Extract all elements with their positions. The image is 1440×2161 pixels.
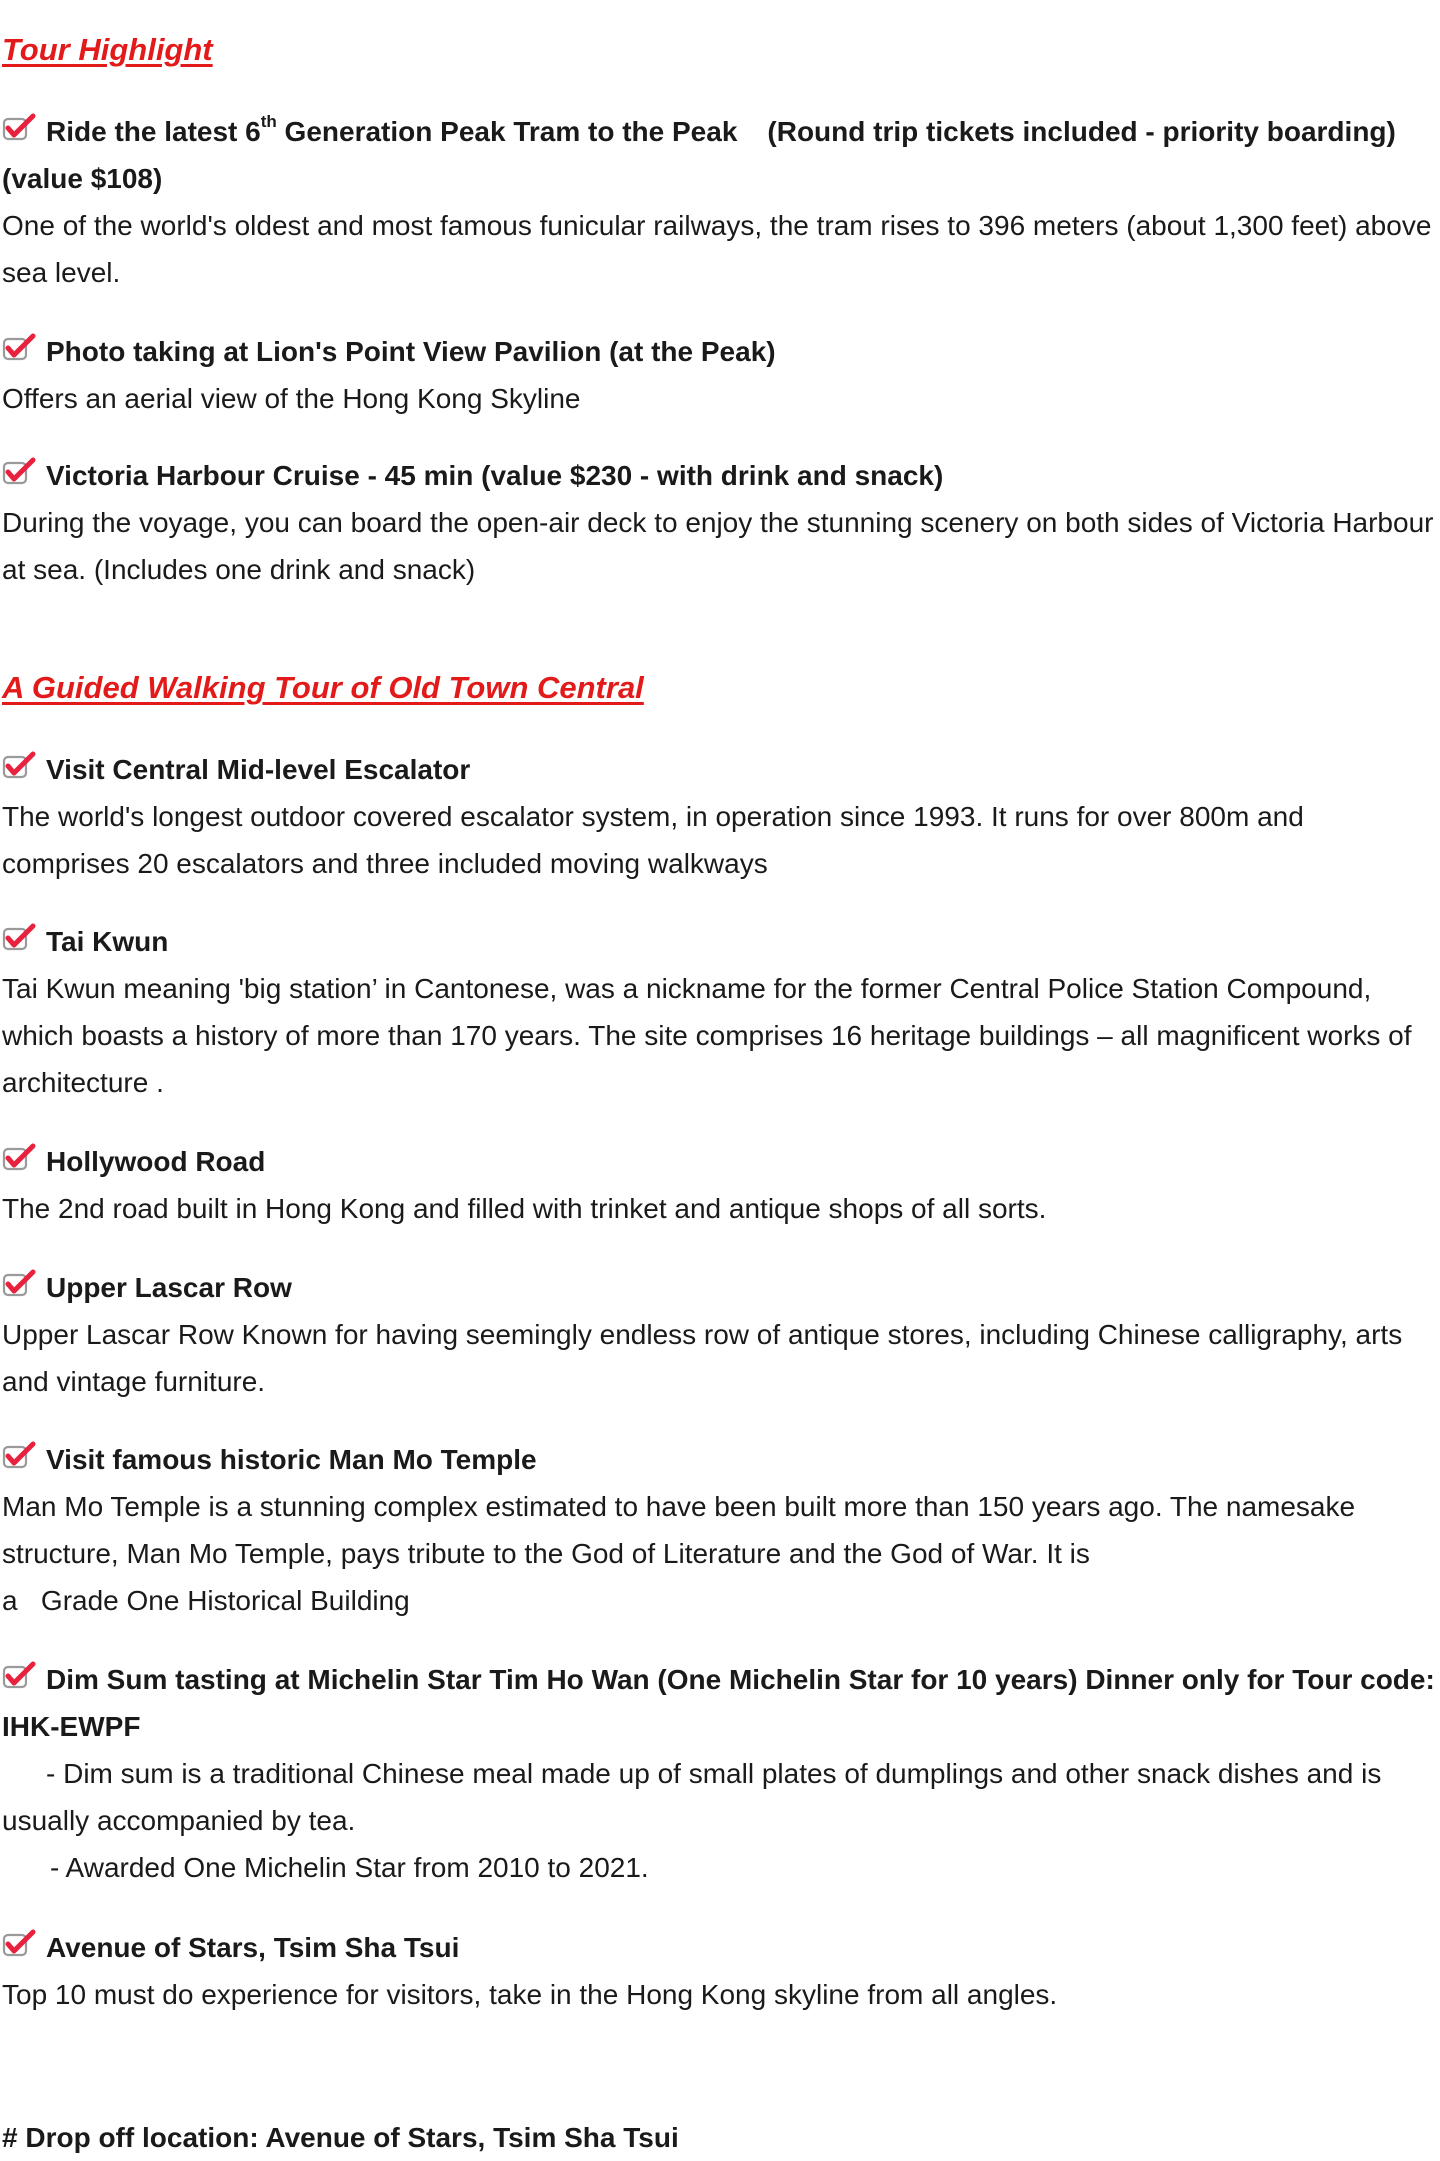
checkbox-checked-icon <box>2 1929 36 1959</box>
checkbox-checked-icon <box>2 751 36 781</box>
item-title: Dim Sum tasting at Michelin Star Tim Ho Wan (One Michelin Star for 10 years) Dinner only for Tour code: IHK-EWPF <box>2 1656 1438 1750</box>
item-title: Tai Kwun <box>2 918 1438 965</box>
highlight-item-lions-point <box>2 328 1438 422</box>
checkbox-checked-icon <box>2 333 36 363</box>
checkbox-checked-icon <box>2 923 36 953</box>
item-description: One of the world's oldest and most famous funicular railways, the tram rises to 396 meters (about 1,300 feet) above sea level. <box>2 210 1432 288</box>
item-description: The 2nd road built in Hong Kong and filled with trinket and antique shops of all sorts. <box>2 1193 1047 1224</box>
walking-item-upper-lascar-row <box>2 1264 1438 1405</box>
highlight-item-harbour-cruise <box>2 452 1438 593</box>
item-title: Visit Central Mid-level Escalator <box>2 746 1438 793</box>
checkbox-checked-icon <box>2 1269 36 1299</box>
walking-item-tai-kwun <box>2 918 1438 1106</box>
item-description: The world's longest outdoor covered escalator system, in operation since 1993. It runs for over 800m and comprises 20 escalators and three included moving walkways <box>2 801 1304 879</box>
item-description: Tai Kwun meaning 'big station’ in Cantonese, was a nickname for the former Central Police Station Compound, which boasts a history of more than 170 years. The site comprises 16 heritage buildings – all magnificent works of architecture . <box>2 973 1412 1098</box>
dropoff-location: # Drop off location: Avenue of Stars, Tsim Sha Tsui <box>2 2122 679 2153</box>
item-description: - Dim sum is a traditional Chinese meal made up of small plates of dumplings and other snack dishes and is usually accompanied by tea. <box>2 1758 1382 1836</box>
item-description: During the voyage, you can board the open-air deck to enjoy the stunning scenery on both sides of Victoria Harbour at sea. (Includes one drink and snack) <box>2 507 1434 585</box>
checkbox-checked-icon <box>2 1441 36 1471</box>
walking-item-hollywood-road <box>2 1138 1438 1232</box>
item-description: Top 10 must do experience for visitors, take in the Hong Kong skyline from all angles. <box>2 1979 1058 2010</box>
section-title-tour-highlight: Tour Highlight <box>2 32 213 67</box>
item-title: Victoria Harbour Cruise - 45 min (value $230 - with drink and snack) <box>2 452 1438 499</box>
item-title: Upper Lascar Row <box>2 1264 1438 1311</box>
item-description-continued: a Grade One Historical Building <box>2 1585 410 1616</box>
checkbox-checked-icon <box>2 113 36 143</box>
item-title: Ride the latest 6th Generation Peak Tram to the Peak (Round trip tickets included - priority boarding) (value $108) <box>2 112 1396 194</box>
walking-item-dim-sum <box>2 1656 1438 1891</box>
walking-item-avenue-of-stars <box>2 1924 1438 2018</box>
item-description: Man Mo Temple is a stunning complex estimated to have been built more than 150 years ago. The namesake structure, Man Mo Temple, pays tribute to the God of Literature and the God of War. It is <box>2 1491 1356 1569</box>
checkbox-checked-icon <box>2 1143 36 1173</box>
item-title: Hollywood Road <box>2 1138 1438 1185</box>
item-description-continued: - Awarded One Michelin Star from 2010 to 2021. <box>50 1852 649 1883</box>
item-title: Photo taking at Lion's Point View Pavilion (at the Peak) <box>2 328 1438 375</box>
walking-item-escalator <box>2 746 1438 887</box>
item-description: Upper Lascar Row Known for having seemingly endless row of antique stores, including Chinese calligraphy, arts and vintage furniture. <box>2 1319 1403 1397</box>
highlight-item-peak-tram <box>2 108 1438 296</box>
section-title-walking-tour: A Guided Walking Tour of Old Town Central <box>2 670 644 705</box>
walking-item-man-mo-temple <box>2 1436 1438 1624</box>
checkbox-checked-icon <box>2 1661 36 1691</box>
item-description: Offers an aerial view of the Hong Kong Skyline <box>2 383 581 414</box>
item-title: Avenue of Stars, Tsim Sha Tsui <box>2 1924 1438 1971</box>
item-title: Visit famous historic Man Mo Temple <box>2 1436 1438 1483</box>
checkbox-checked-icon <box>2 457 36 487</box>
